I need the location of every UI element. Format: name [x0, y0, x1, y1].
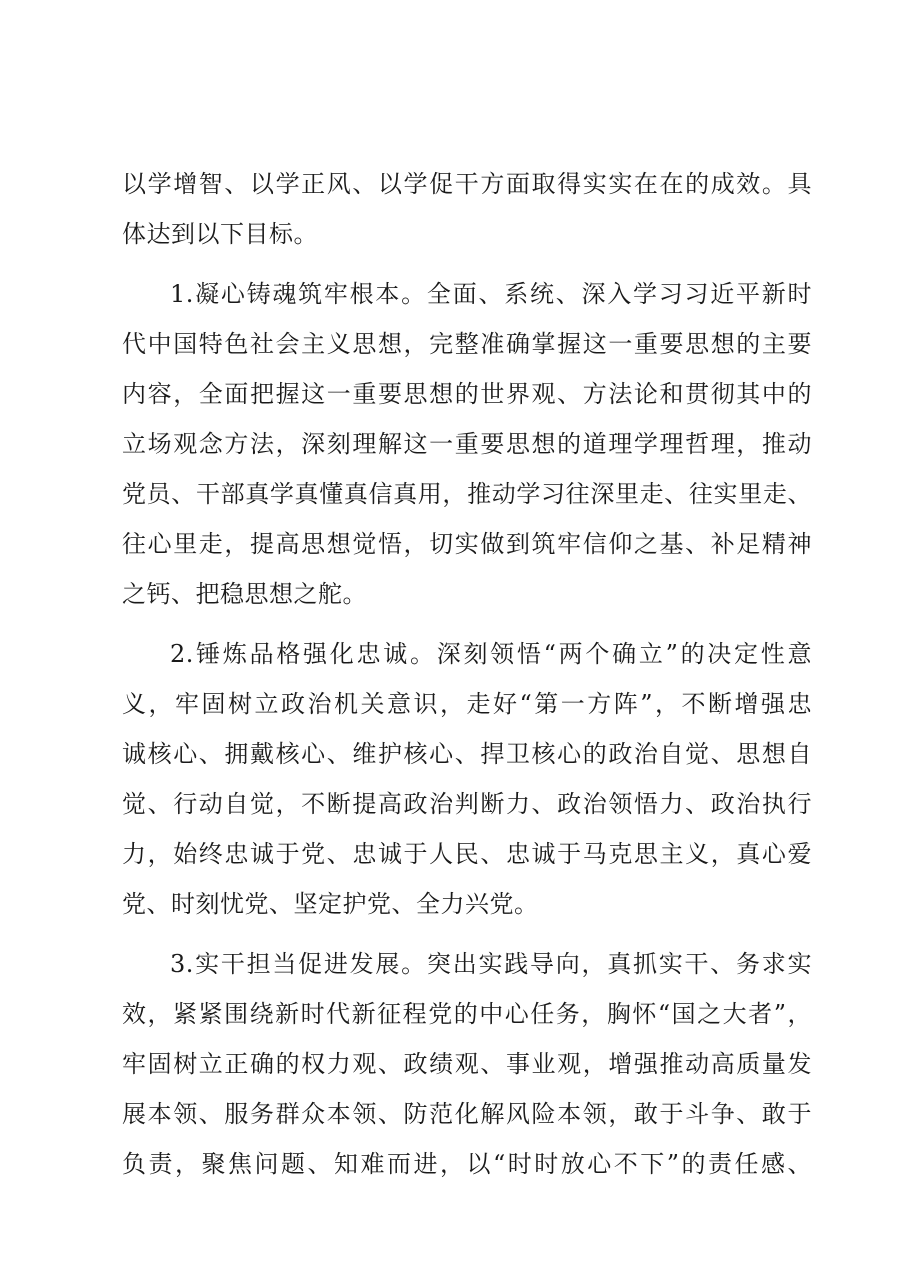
text-line: 以学增智、以学正风、以学促干方面取得实实在在的成效。具: [122, 170, 812, 198]
text-line: 代中国特色社会主义思想，完整准确掌握这一重要思想的主要: [122, 330, 812, 358]
paragraph-1-heading-line: 1.凝心铸魂筑牢根本。全面、系统、深入学习习近平新时: [170, 280, 812, 308]
text-line: 诚核心、拥戴核心、维护核心、捍卫核心的政治自觉、思想自: [122, 740, 812, 768]
text-line: 负责，聚焦问题、知难而进，以“时时放心不下”的责任感、: [122, 1150, 812, 1178]
paragraph-3-heading-line: 3.实干担当促进发展。突出实践导向，真抓实干、务求实: [170, 950, 812, 978]
text-line: 党、时刻忧党、坚定护党、全力兴党。: [122, 890, 539, 918]
text-line: 力，始终忠诚于党、忠诚于人民、忠诚于马克思主义，真心爱: [122, 840, 812, 868]
text-line: 效，紧紧围绕新时代新征程党的中心任务，胸怀“国之大者”，: [122, 1000, 812, 1028]
text-line: 觉、行动自觉，不断提高政治判断力、政治领悟力、政治执行: [122, 790, 812, 818]
text-line: 义，牢固树立政治机关意识，走好“第一方阵”，不断增强忠: [122, 690, 812, 718]
text-line: 党员、干部真学真懂真信真用，推动学习往深里走、往实里走、: [122, 480, 812, 508]
text-line: 立场观念方法，深刻理解这一重要思想的道理学理哲理，推动: [122, 430, 812, 458]
text-line: 之钙、把稳思想之舵。: [122, 580, 367, 608]
text-line: 展本领、服务群众本领、防范化解风险本领，敢于斗争、敢于: [122, 1100, 812, 1128]
text-line: 往心里走，提高思想觉悟，切实做到筑牢信仰之基、补足精神: [122, 530, 812, 558]
paragraph-2-heading-line: 2.锤炼品格强化忠诚。深刻领悟“两个确立”的决定性意: [170, 640, 812, 668]
text-line: 体达到以下目标。: [122, 220, 318, 248]
text-line: 牢固树立正确的权力观、政绩观、事业观，增强推动高质量发: [122, 1050, 812, 1078]
text-line: 内容，全面把握这一重要思想的世界观、方法论和贯彻其中的: [122, 380, 812, 408]
